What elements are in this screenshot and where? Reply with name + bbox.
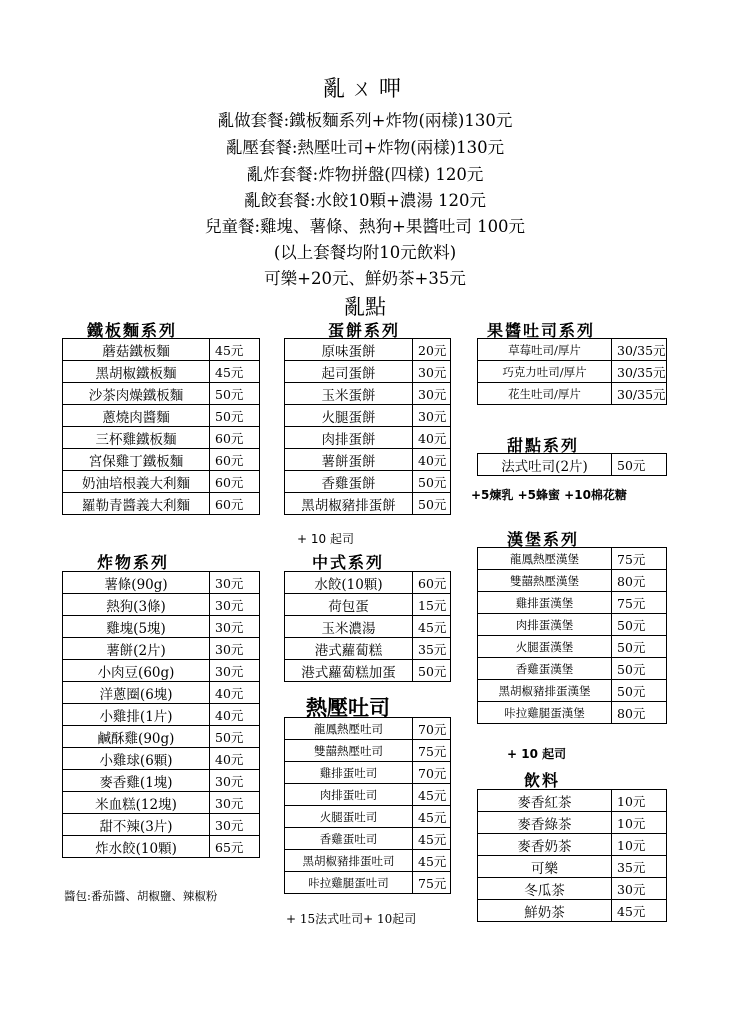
- menu-row: [63, 638, 260, 660]
- item-price: 20元: [413, 339, 451, 361]
- combo-line: 亂壓套餐:熱壓吐司+炸物(兩樣)130元: [225, 138, 505, 157]
- drinks-table: [477, 789, 667, 922]
- item-name: 麥香紅茶: [478, 790, 612, 812]
- item-price: 40元: [413, 449, 451, 471]
- item-name: 鮮奶茶: [478, 900, 612, 922]
- item-name: 雞排蛋漢堡: [478, 592, 612, 614]
- menu-row: [63, 792, 260, 814]
- item-name: 雙囍熱壓吐司: [285, 740, 413, 762]
- menu-row: [285, 493, 451, 515]
- item-price: 30元: [413, 383, 451, 405]
- item-price: 10元: [612, 790, 667, 812]
- item-name: 可樂: [478, 856, 612, 878]
- item-price: 30元: [413, 405, 451, 427]
- item-price: 15元: [413, 594, 451, 616]
- menu-row: [285, 449, 451, 471]
- fried-table: [62, 571, 260, 858]
- menu-row: [285, 405, 451, 427]
- item-name: 火腿蛋漢堡: [478, 636, 612, 658]
- item-price: 35元: [612, 856, 667, 878]
- menu-row: [478, 878, 667, 900]
- menu-row: [478, 636, 667, 658]
- item-name: 麥香奶茶: [478, 834, 612, 856]
- item-name: 甜不辣(3片): [63, 814, 210, 836]
- item-price: 45元: [210, 361, 260, 383]
- item-price: 45元: [413, 784, 451, 806]
- item-name: 薯條(90g): [63, 572, 210, 594]
- item-name: 玉米濃湯: [285, 616, 413, 638]
- item-price: 40元: [210, 748, 260, 770]
- item-price: 45元: [210, 339, 260, 361]
- item-price: 50元: [413, 493, 451, 515]
- fried-heading: 炸物系列: [97, 553, 170, 572]
- menu-row: [285, 762, 451, 784]
- item-name: 鹹酥雞(90g): [63, 726, 210, 748]
- menu-row: [285, 616, 451, 638]
- section-title: 亂點: [344, 295, 386, 319]
- item-price: 30元: [413, 361, 451, 383]
- item-price: 30元: [210, 572, 260, 594]
- item-price: 50元: [612, 636, 667, 658]
- menu-row: [63, 449, 260, 471]
- menu-row: [285, 740, 451, 762]
- combo-note: (以上套餐均附10元飲料): [273, 243, 457, 262]
- eggcake-table: [284, 338, 451, 515]
- item-price: 60元: [210, 493, 260, 515]
- menu-row: [63, 572, 260, 594]
- item-price: 45元: [413, 828, 451, 850]
- item-price: 60元: [210, 427, 260, 449]
- item-price: 45元: [413, 850, 451, 872]
- item-price: 60元: [210, 449, 260, 471]
- item-name: 麥香雞(1塊): [63, 770, 210, 792]
- item-name: 肉排蛋吐司: [285, 784, 413, 806]
- item-price: 50元: [612, 680, 667, 702]
- item-price: 40元: [210, 682, 260, 704]
- item-price: 30元: [210, 814, 260, 836]
- item-price: 75元: [413, 872, 451, 894]
- item-name: 小肉豆(60g): [63, 660, 210, 682]
- dessert-table: [477, 453, 667, 476]
- item-name: 雞排蛋吐司: [285, 762, 413, 784]
- jam-table: [477, 338, 667, 405]
- menu-row: [63, 383, 260, 405]
- item-price: 30元: [210, 638, 260, 660]
- menu-row: [63, 748, 260, 770]
- item-name: 黑胡椒豬排蛋吐司: [285, 850, 413, 872]
- item-price: 30元: [210, 770, 260, 792]
- menu-row: [63, 493, 260, 515]
- menu-row: [478, 790, 667, 812]
- item-price: 40元: [413, 427, 451, 449]
- item-name: 草莓吐司/厚片: [478, 339, 612, 361]
- chinese-table: [284, 571, 451, 682]
- combo-line: 兒童餐:雞塊、薯條、熱狗+果醬吐司 100元: [204, 217, 526, 236]
- item-price: 75元: [612, 548, 667, 570]
- item-price: 60元: [210, 471, 260, 493]
- menu-row: [285, 383, 451, 405]
- item-name: 咔拉雞腿蛋漢堡: [478, 702, 612, 724]
- item-name: 洋蔥圈(6塊): [63, 682, 210, 704]
- menu-row: [478, 570, 667, 592]
- menu-row: [63, 339, 260, 361]
- menu-row: [63, 427, 260, 449]
- noodles-table: [62, 338, 260, 515]
- item-name: 蘑菇鐵板麵: [63, 339, 210, 361]
- item-name: 起司蛋餅: [285, 361, 413, 383]
- menu-row: [478, 454, 667, 476]
- item-price: 50元: [210, 726, 260, 748]
- menu-title: 亂ㄨ呷: [322, 77, 407, 102]
- item-name: 薯餅(2片): [63, 638, 210, 660]
- menu-row: [285, 471, 451, 493]
- chinese-heading: 中式系列: [312, 553, 385, 572]
- item-price: 10元: [612, 812, 667, 834]
- menu-row: [63, 616, 260, 638]
- item-name: 港式蘿蔔糕: [285, 638, 413, 660]
- menu-row: [285, 594, 451, 616]
- toast-table: [284, 717, 451, 894]
- menu-row: [63, 682, 260, 704]
- menu-row: [478, 658, 667, 680]
- menu-row: [478, 383, 667, 405]
- menu-row: [285, 718, 451, 740]
- item-name: 香雞蛋漢堡: [478, 658, 612, 680]
- item-price: 50元: [413, 660, 451, 682]
- item-name: 荷包蛋: [285, 594, 413, 616]
- item-name: 原味蛋餅: [285, 339, 413, 361]
- item-price: 45元: [612, 900, 667, 922]
- menu-row: [478, 834, 667, 856]
- item-name: 黑胡椒鐵板麵: [63, 361, 210, 383]
- item-price: 30/35元: [612, 383, 667, 405]
- item-name: 沙茶肉燥鐵板麵: [63, 383, 210, 405]
- menu-row: [478, 548, 667, 570]
- menu-row: [63, 770, 260, 792]
- item-price: 60元: [413, 572, 451, 594]
- jam-heading: 果醬吐司系列: [487, 321, 596, 340]
- item-name: 羅勒青醬義大利麵: [63, 493, 210, 515]
- menu-row: [285, 427, 451, 449]
- item-name: 雙囍熱壓漢堡: [478, 570, 612, 592]
- toast-note: + 15法式吐司+ 10起司: [286, 912, 417, 926]
- item-name: 肉排蛋餅: [285, 427, 413, 449]
- combo-line: 亂炸套餐:炸物拼盤(四樣) 120元: [246, 165, 484, 184]
- item-name: 雞塊(5塊): [63, 616, 210, 638]
- item-name: 米血糕(12塊): [63, 792, 210, 814]
- menu-row: [478, 856, 667, 878]
- toast-heading: 熱壓吐司: [306, 695, 390, 720]
- noodles-heading: 鐵板麵系列: [87, 321, 178, 340]
- item-name: 肉排蛋漢堡: [478, 614, 612, 636]
- item-price: 50元: [612, 614, 667, 636]
- menu-row: [63, 836, 260, 858]
- menu-row: [285, 784, 451, 806]
- item-name: 小雞球(6顆): [63, 748, 210, 770]
- item-price: 75元: [413, 740, 451, 762]
- menu-row: [63, 726, 260, 748]
- item-price: 10元: [612, 834, 667, 856]
- item-name: 奶油培根義大利麵: [63, 471, 210, 493]
- item-name: 龍鳳熱壓吐司: [285, 718, 413, 740]
- menu-row: [63, 814, 260, 836]
- combo-line: 亂餃套餐:水餃10顆+濃湯 120元: [243, 191, 487, 210]
- item-price: 80元: [612, 702, 667, 724]
- item-price: 80元: [612, 570, 667, 592]
- menu-row: [285, 660, 451, 682]
- fried-note: 醬包:番茄醬、胡椒鹽、辣椒粉: [64, 889, 218, 903]
- menu-row: [63, 471, 260, 493]
- menu-row: [63, 405, 260, 427]
- item-name: 花生吐司/厚片: [478, 383, 612, 405]
- menu-row: [285, 828, 451, 850]
- burger-note: + 10 起司: [507, 747, 567, 761]
- eggcake-note: + 10 起司: [297, 532, 354, 546]
- menu-row: [285, 872, 451, 894]
- menu-row: [478, 361, 667, 383]
- item-name: 巧克力吐司/厚片: [478, 361, 612, 383]
- item-price: 75元: [612, 592, 667, 614]
- item-name: 水餃(10顆): [285, 572, 413, 594]
- item-name: 冬瓜茶: [478, 878, 612, 900]
- item-price: 50元: [210, 383, 260, 405]
- item-price: 30元: [210, 792, 260, 814]
- menu-row: [63, 361, 260, 383]
- item-name: 蔥燒肉醬麵: [63, 405, 210, 427]
- item-name: 熱狗(3條): [63, 594, 210, 616]
- item-price: 50元: [612, 454, 667, 476]
- item-name: 火腿蛋吐司: [285, 806, 413, 828]
- item-name: 咔拉雞腿蛋吐司: [285, 872, 413, 894]
- item-name: 玉米蛋餅: [285, 383, 413, 405]
- menu-row: [478, 680, 667, 702]
- item-price: 40元: [210, 704, 260, 726]
- burger-table: [477, 547, 667, 724]
- menu-row: [285, 361, 451, 383]
- menu-row: [285, 806, 451, 828]
- menu-row: [285, 572, 451, 594]
- item-price: 30/35元: [612, 361, 667, 383]
- dessert-note: +5煉乳 +5蜂蜜 +10棉花糖: [471, 488, 627, 502]
- item-name: 港式蘿蔔糕加蛋: [285, 660, 413, 682]
- item-name: 小雞排(1片): [63, 704, 210, 726]
- combo-addon: 可樂+20元、鮮奶茶+35元: [264, 269, 466, 288]
- item-name: 三杯雞鐵板麵: [63, 427, 210, 449]
- eggcake-heading: 蛋餅系列: [328, 321, 401, 340]
- item-price: 30元: [210, 660, 260, 682]
- item-name: 香雞蛋餅: [285, 471, 413, 493]
- menu-row: [285, 850, 451, 872]
- item-name: 香雞蛋吐司: [285, 828, 413, 850]
- menu-row: [63, 594, 260, 616]
- item-name: 炸水餃(10顆): [63, 836, 210, 858]
- item-price: 50元: [612, 658, 667, 680]
- menu-row: [478, 812, 667, 834]
- item-price: 45元: [413, 806, 451, 828]
- menu-row: [478, 900, 667, 922]
- item-price: 30元: [210, 594, 260, 616]
- combo-line: 亂做套餐:鐵板麵系列+炸物(兩樣)130元: [217, 111, 513, 130]
- item-price: 70元: [413, 762, 451, 784]
- item-price: 45元: [413, 616, 451, 638]
- item-name: 火腿蛋餅: [285, 405, 413, 427]
- item-name: 麥香綠茶: [478, 812, 612, 834]
- item-name: 法式吐司(2片): [478, 454, 612, 476]
- menu-row: [285, 638, 451, 660]
- item-name: 龍鳳熱壓漢堡: [478, 548, 612, 570]
- menu-row: [478, 702, 667, 724]
- menu-row: [63, 704, 260, 726]
- item-price: 30/35元: [612, 339, 667, 361]
- item-name: 宮保雞丁鐵板麵: [63, 449, 210, 471]
- item-name: 黑胡椒豬排蛋餅: [285, 493, 413, 515]
- menu-row: [478, 339, 667, 361]
- menu-row: [285, 339, 451, 361]
- item-price: 30元: [612, 878, 667, 900]
- item-price: 50元: [413, 471, 451, 493]
- menu-row: [478, 592, 667, 614]
- item-price: 50元: [210, 405, 260, 427]
- item-name: 黑胡椒豬排蛋漢堡: [478, 680, 612, 702]
- item-price: 35元: [413, 638, 451, 660]
- item-price: 30元: [210, 616, 260, 638]
- drinks-heading: 飲料: [524, 771, 561, 790]
- dessert-heading: 甜點系列: [507, 436, 580, 455]
- item-name: 薯餅蛋餅: [285, 449, 413, 471]
- burger-heading: 漢堡系列: [507, 530, 580, 549]
- item-price: 65元: [210, 836, 260, 858]
- menu-row: [63, 660, 260, 682]
- item-price: 70元: [413, 718, 451, 740]
- menu-row: [478, 614, 667, 636]
